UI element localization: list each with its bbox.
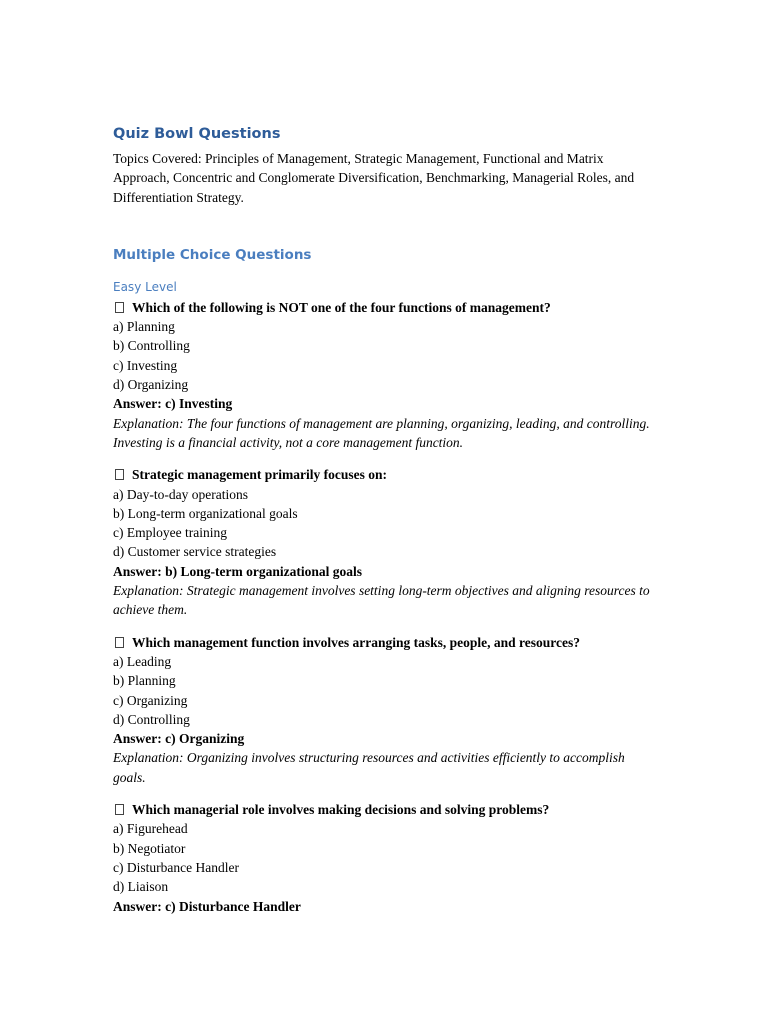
explanation-text: Explanation: The four functions of management are planning, organizing, leading, and controlling. Investing is a financial activity, not a core management function. — [113, 415, 650, 450]
option-d: d) Liaison — [113, 879, 169, 895]
topics-covered-paragraph: Topics Covered: Principles of Management, Strategic Management, Functional and Matrix Approach, Concentric and Conglomerate Diversification, Benchmarking, Managerial Roles, and Differentiation Strategy. — [113, 151, 635, 205]
question-line — [113, 633, 658, 652]
question-block — [113, 800, 658, 916]
option-c: c) Disturbance Handler — [113, 859, 239, 875]
question-text: Which managerial role involves making decisions and solving problems? — [132, 802, 550, 818]
answer-line: Answer: c) Organizing — [113, 731, 245, 747]
checkbox-square-icon — [115, 302, 124, 313]
option-b: b) Planning — [113, 673, 176, 689]
question-block — [113, 633, 658, 787]
document-title: Quiz Bowl Questions — [113, 126, 281, 142]
option-c: c) Employee training — [113, 525, 227, 541]
question-line — [113, 800, 658, 819]
option-d: d) Customer service strategies — [113, 544, 277, 560]
answer-line: Answer: c) Disturbance Handler — [113, 898, 301, 914]
explanation-text: Explanation: Strategic management involves setting long-term objectives and aligning resources to achieve them. — [113, 583, 650, 618]
option-d: d) Organizing — [113, 377, 189, 393]
option-a: a) Figurehead — [113, 821, 188, 837]
option-c: c) Investing — [113, 357, 178, 373]
explanation-text: Explanation: Organizing involves structuring resources and activities efficiently to accomplish goals. — [113, 750, 625, 785]
question-line — [113, 465, 658, 484]
question-block — [113, 465, 658, 619]
question-text: Strategic management primarily focuses on: — [132, 467, 387, 483]
option-b: b) Long-term organizational goals — [113, 505, 298, 521]
question-text: Which management function involves arranging tasks, people, and resources? — [132, 634, 581, 650]
level-heading-easy: Easy Level — [113, 279, 177, 294]
answer-line: Answer: c) Investing — [113, 396, 233, 412]
option-b: b) Controlling — [113, 338, 190, 354]
document-page — [113, 124, 658, 929]
question-text: Which of the following is NOT one of the four functions of management? — [132, 299, 551, 315]
question-line — [113, 298, 658, 317]
section-heading-multiple-choice: Multiple Choice Questions — [113, 246, 312, 263]
option-a: a) Leading — [113, 653, 172, 669]
checkbox-square-icon — [115, 637, 124, 648]
option-c: c) Organizing — [113, 692, 188, 708]
option-d: d) Controlling — [113, 711, 190, 727]
option-a: a) Day-to-day operations — [113, 486, 248, 502]
answer-line: Answer: b) Long-term organizational goals — [113, 563, 362, 579]
checkbox-square-icon — [115, 804, 124, 815]
checkbox-square-icon — [115, 469, 124, 480]
option-b: b) Negotiator — [113, 840, 186, 856]
option-a: a) Planning — [113, 319, 175, 335]
question-block — [113, 298, 658, 452]
